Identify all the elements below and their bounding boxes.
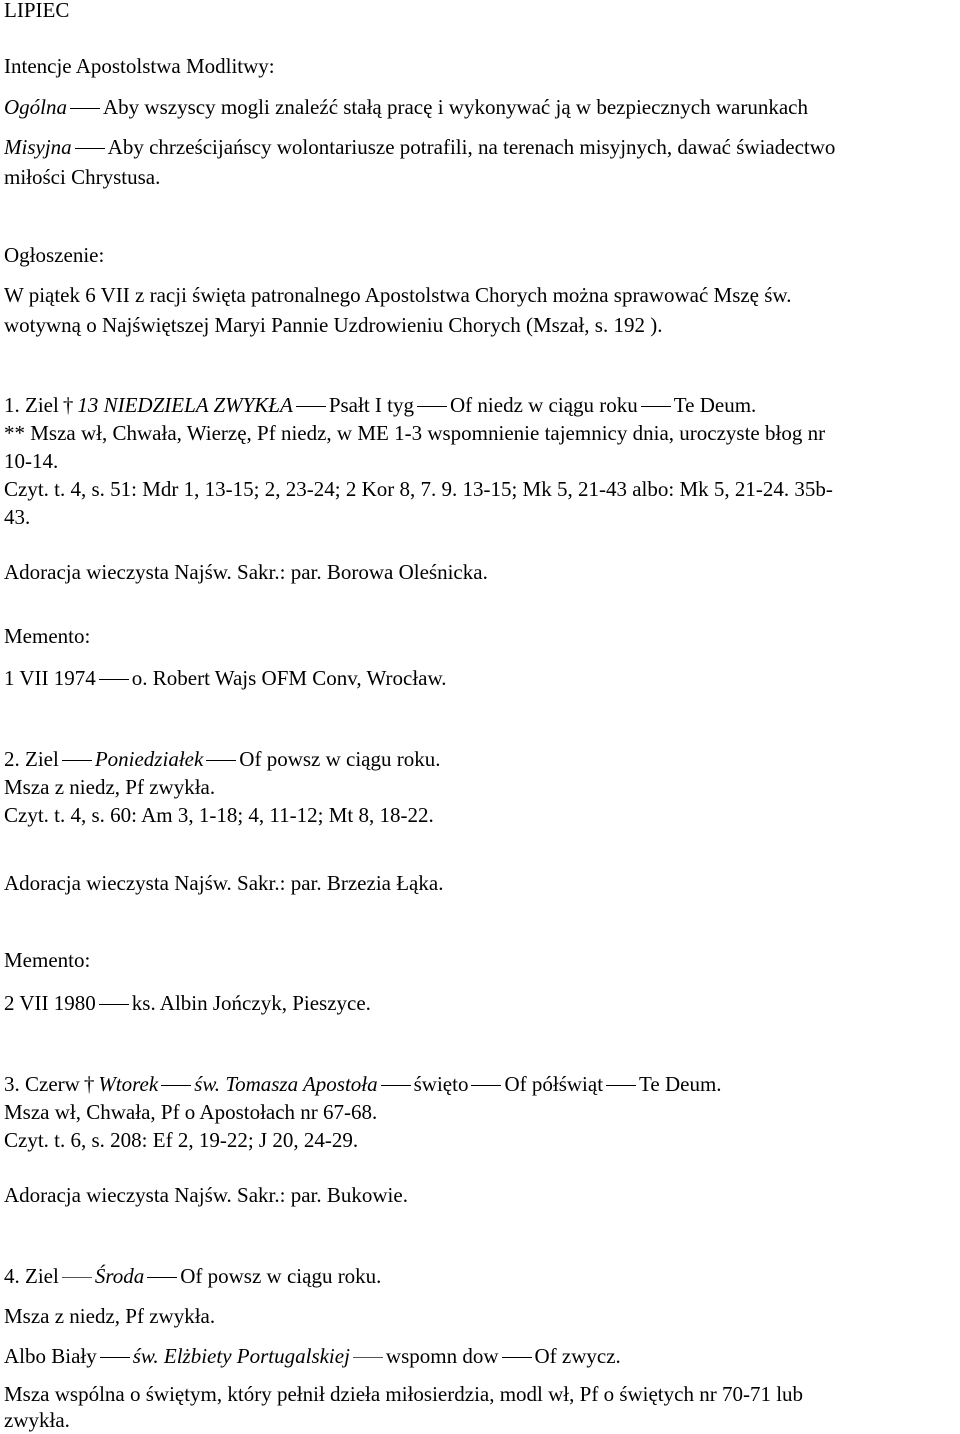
intentions-heading: Intencje Apostolstwa Modlitwy:	[4, 54, 275, 78]
em-dash	[70, 108, 100, 109]
day3-saint: Tomasza Apostoła	[225, 1072, 378, 1096]
day3-header	[4, 1070, 954, 1098]
intention-general	[4, 93, 954, 121]
intention-mission	[4, 133, 954, 161]
cross-icon: †	[62, 393, 74, 417]
day1-memento-person: o. Robert Wajs OFM Conv, Wrocław.	[131, 666, 447, 690]
day3-te-deum: Te Deum.	[639, 1072, 722, 1096]
day2-header	[4, 745, 954, 773]
day3-office: Of półświąt	[504, 1072, 604, 1096]
cross-icon: †	[83, 1072, 95, 1096]
day4-rank: wspomn dow	[385, 1344, 499, 1368]
intention-general-text: Aby wszyscy mogli znaleźć stałą pracę i wykonywać ją w bezpiecznych warunkach	[103, 95, 808, 119]
day1-readings-line-1: Czyt. t. 4, s. 51: Mdr 1, 13-15; 2, 23-24; 2 Kor 8, 7. 9. 13-15; Mk 5, 21-43 albo: Mk 5, 21-24. 35b-	[4, 477, 833, 501]
em-dash	[417, 406, 447, 407]
day4-common-line-1: Msza wspólna o świętym, który pełnił dzieła miłosierdzia, modl wł, Pf o świętych nr 70-71 lub	[4, 1382, 804, 1406]
day2-adoration: Adoracja wieczysta Najśw. Sakr.: par. Brzezia Łąka.	[4, 871, 444, 895]
announcement-heading: Ogłoszenie:	[4, 243, 105, 267]
day4-saint-prefix: św.	[132, 1344, 159, 1368]
day1-num: 1. Ziel	[4, 393, 59, 417]
em-dash	[206, 760, 236, 761]
day2-memento-person: ks. Albin Jończyk, Pieszyce.	[131, 991, 371, 1015]
day3-readings: Czyt. t. 6, s. 208: Ef 2, 19-22; J 20, 24-29.	[4, 1128, 359, 1152]
day4-alt-prefix: Albo Biały	[4, 1344, 97, 1368]
announcement-line-2: wotywną o Najświętszej Maryi Pannie Uzdrowieniu Chorych (Mszał, s. 192 ).	[4, 313, 663, 337]
day1-psalt: Psałt I tyg	[328, 393, 414, 417]
em-dash	[641, 406, 671, 407]
day1-name: 13 NIEDZIELA ZWYKŁA	[77, 393, 293, 417]
day4-alt-header	[4, 1342, 954, 1370]
day1-mass-line-1: ** Msza wł, Chwała, Wierzę, Pf niedz, w ME 1-3 wspomnienie tajemnicy dnia, uroczyste błog nr	[4, 421, 826, 445]
day1-office: Of niedz w ciągu roku	[450, 393, 638, 417]
em-dash	[62, 1277, 92, 1278]
intention-general-label: Ogólna	[4, 95, 67, 119]
em-dash	[99, 1004, 129, 1005]
intention-mission-cont: miłości Chrystusa.	[4, 165, 161, 189]
day4-office-alt: Of zwycz.	[534, 1344, 621, 1368]
day4-mass: Msza z niedz, Pf zwykła.	[4, 1304, 216, 1328]
em-dash	[75, 148, 105, 149]
day1-header	[4, 391, 954, 419]
day3-mass: Msza wł, Chwała, Pf o Apostołach nr 67-68.	[4, 1100, 378, 1124]
day4-name: Środa	[94, 1264, 145, 1288]
day4-num: 4. Ziel	[4, 1264, 59, 1288]
em-dash	[606, 1085, 636, 1086]
day1-memento-date: 1 VII 1974	[4, 666, 96, 690]
day2-mass: Msza z niedz, Pf zwykła.	[4, 775, 216, 799]
day1-memento	[4, 664, 954, 692]
day3-num: 3. Czerw	[4, 1072, 80, 1096]
em-dash	[381, 1085, 411, 1086]
em-dash	[147, 1277, 177, 1278]
em-dash	[353, 1357, 383, 1358]
day1-readings-line-2: 43.	[4, 505, 31, 529]
day4-saint: Elżbiety Portugalskiej	[163, 1344, 350, 1368]
em-dash	[502, 1357, 532, 1358]
day2-memento-date: 2 VII 1980	[4, 991, 96, 1015]
month-title: LIPIEC	[4, 0, 70, 22]
day3-saint-prefix: św.	[194, 1072, 221, 1096]
day3-name: Wtorek	[98, 1072, 159, 1096]
day2-office: Of powsz w ciągu roku.	[239, 747, 441, 771]
day3-adoration: Adoracja wieczysta Najśw. Sakr.: par. Bukowie.	[4, 1183, 408, 1207]
em-dash	[100, 1357, 130, 1358]
announcement-line-1: W piątek 6 VII z racji święta patronalnego Apostolstwa Chorych można sprawować Mszę św.	[4, 283, 792, 307]
day1-memento-label: Memento:	[4, 624, 91, 648]
em-dash	[62, 760, 92, 761]
day3-rank: święto	[413, 1072, 469, 1096]
day1-adoration: Adoracja wieczysta Najśw. Sakr.: par. Borowa Oleśnicka.	[4, 560, 488, 584]
em-dash	[296, 406, 326, 407]
day4-common-line-2: zwykła.	[4, 1408, 70, 1432]
day1-te-deum: Te Deum.	[673, 393, 757, 417]
day2-readings: Czyt. t. 4, s. 60: Am 3, 1-18; 4, 11-12; Mt 8, 18-22.	[4, 803, 434, 827]
em-dash	[161, 1085, 191, 1086]
em-dash	[471, 1085, 501, 1086]
day2-name: Poniedziałek	[94, 747, 204, 771]
day2-memento-label: Memento:	[4, 948, 91, 972]
day4-office: Of powsz w ciągu roku.	[180, 1264, 382, 1288]
day4-header	[4, 1262, 954, 1290]
day2-memento	[4, 989, 954, 1017]
em-dash	[99, 679, 129, 680]
intention-mission-label: Misyjna	[4, 135, 72, 159]
day2-num: 2. Ziel	[4, 747, 59, 771]
day1-mass-line-2: 10-14.	[4, 449, 59, 473]
intention-mission-text: Aby chrześcijańscy wolontariusze potrafili, na terenach misyjnych, dawać świadectwo	[107, 135, 836, 159]
